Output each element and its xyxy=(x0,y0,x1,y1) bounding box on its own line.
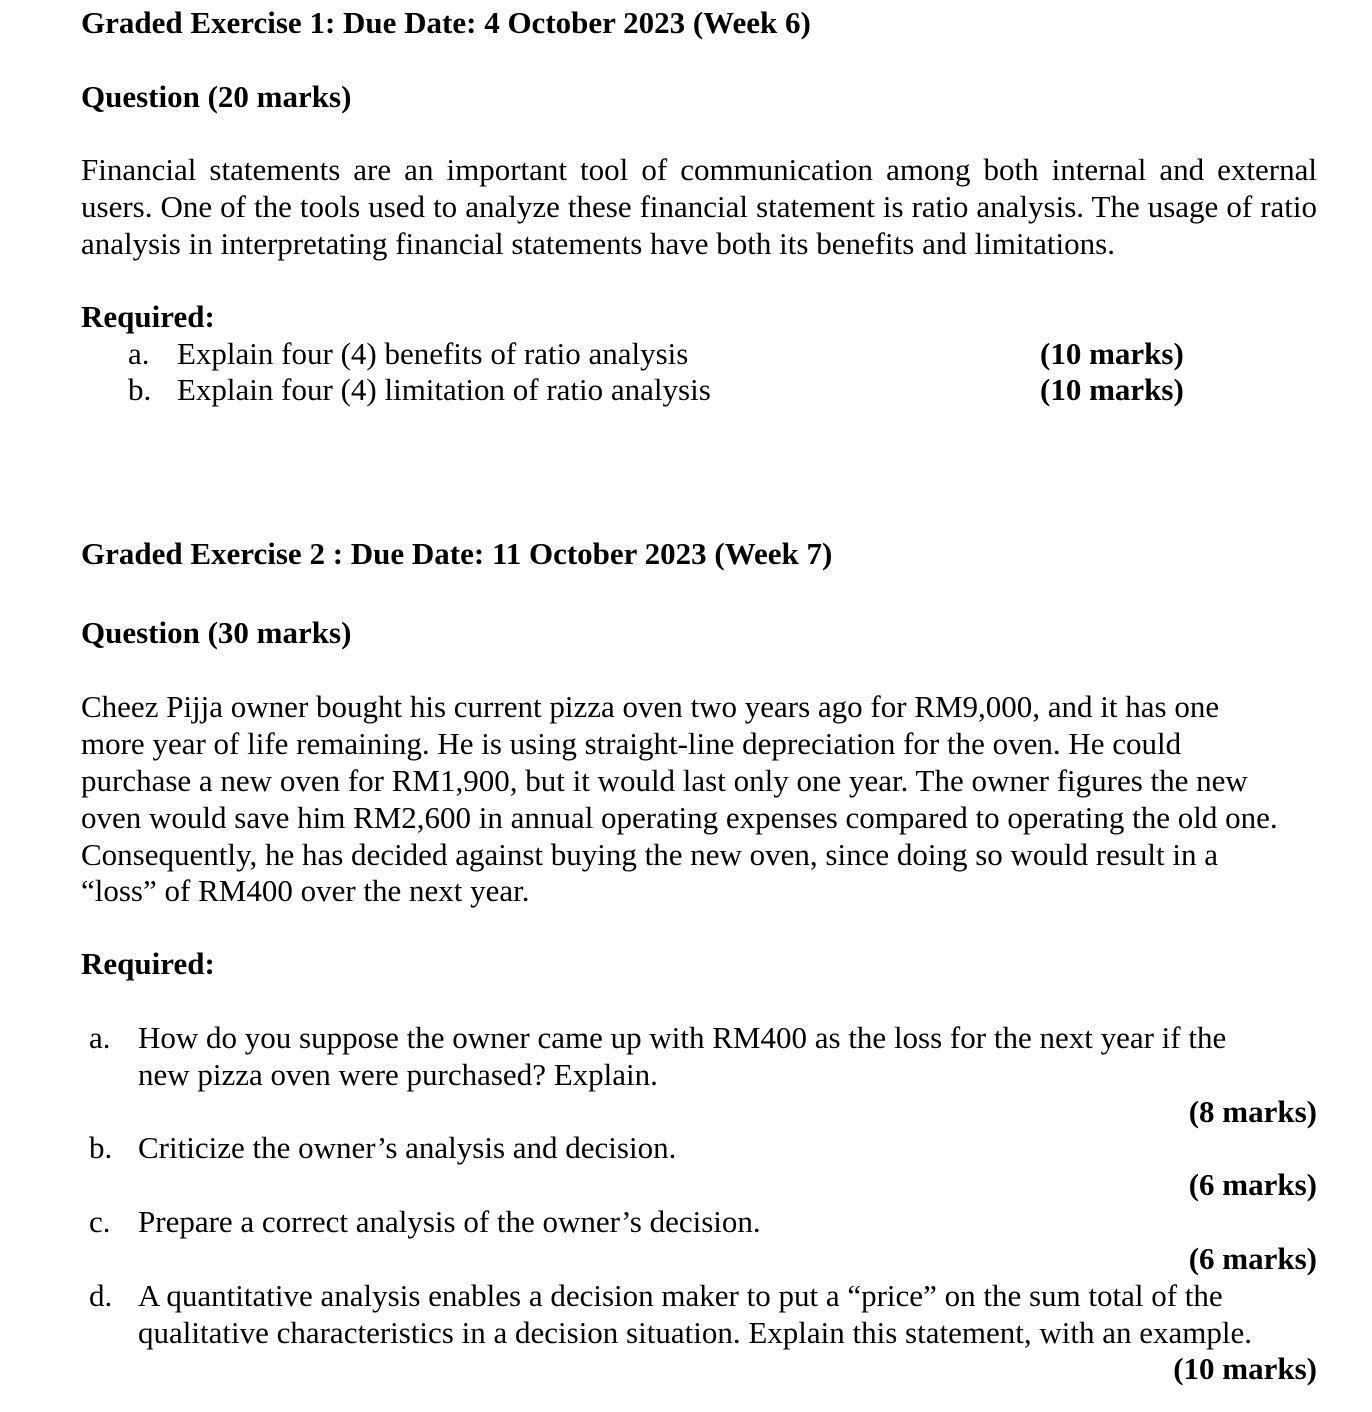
exercise1-question-title: Question (20 marks) xyxy=(81,79,352,114)
exercise2-required-label: Required: xyxy=(81,946,215,981)
exercise2-item-b-line: Criticize the owner’s analysis and decision. xyxy=(138,1130,677,1165)
exercise1-item-b-letter: b. xyxy=(128,372,152,407)
exercise1-item-a-marks: (10 marks) xyxy=(1040,336,1184,371)
exercise2-paragraph-line: purchase a new oven for RM1,900, but it would last only one year. The owner figures the new xyxy=(81,763,1248,798)
exercise2-item-c-line: Prepare a correct analysis of the owner’s decision. xyxy=(138,1204,761,1239)
exercise2-item-d-line: qualitative characteristics in a decision situation. Explain this statement, with an example. xyxy=(138,1315,1252,1350)
exercise2-item-b-letter: b. xyxy=(89,1130,113,1165)
exercise1-item-a-text: Explain four (4) benefits of ratio analysis xyxy=(177,336,689,371)
exercise1-heading: Graded Exercise 1: Due Date: 4 October 2023 (Week 6) xyxy=(81,5,811,40)
exercise2-item-a-line: new pizza oven were purchased? Explain. xyxy=(138,1057,658,1092)
exercise2-paragraph-line: more year of life remaining. He is using straight-line depreciation for the oven. He could xyxy=(81,726,1182,761)
exercise2-paragraph-line: Consequently, he has decided against buying the new oven, since doing so would result in a xyxy=(81,837,1219,872)
exercise2-heading: Graded Exercise 2 : Due Date: 11 October 2023 (Week 7) xyxy=(81,536,833,571)
exercise2-paragraph-line: Cheez Pijja owner bought his current pizza oven two years ago for RM9,000, and it has one xyxy=(81,689,1220,724)
exercise2-item-d-letter: d. xyxy=(89,1278,113,1313)
exercise1-required-label: Required: xyxy=(81,299,215,334)
exercise2-item-c-letter: c. xyxy=(89,1204,111,1239)
exercise1-item-b-text: Explain four (4) limitation of ratio analysis xyxy=(177,372,711,407)
exercise2-paragraph-line: “loss” of RM400 over the next year. xyxy=(81,873,530,908)
exercise2-item-d-line: A quantitative analysis enables a decision maker to put a “price” on the sum total of the xyxy=(138,1278,1223,1313)
exercise2-item-c-marks: (6 marks) xyxy=(1188,1241,1317,1276)
exercise1-paragraph: Financial statements are an important tool of communication among both internal and external users. One of the tools used to analyze these financial statement is ratio analysis. The usage of ratio analysis in interpretating financial statements have both its benefits and limitations. xyxy=(81,152,1317,261)
exercise1-item-b-marks: (10 marks) xyxy=(1040,372,1184,407)
exercise2-item-a-line: How do you suppose the owner came up with RM400 as the loss for the next year if the xyxy=(138,1020,1227,1055)
exercise2-item-b-marks: (6 marks) xyxy=(1188,1167,1317,1202)
exercise2-paragraph-line: oven would save him RM2,600 in annual operating expenses compared to operating the old one. xyxy=(81,800,1278,835)
exercise2-item-d-marks: (10 marks) xyxy=(1173,1351,1317,1386)
exercise2-item-a-letter: a. xyxy=(89,1020,111,1055)
exercise2-question-title: Question (30 marks) xyxy=(81,615,352,650)
exercise2-item-a-marks: (8 marks) xyxy=(1188,1094,1317,1129)
exercise1-item-a-letter: a. xyxy=(128,336,150,371)
